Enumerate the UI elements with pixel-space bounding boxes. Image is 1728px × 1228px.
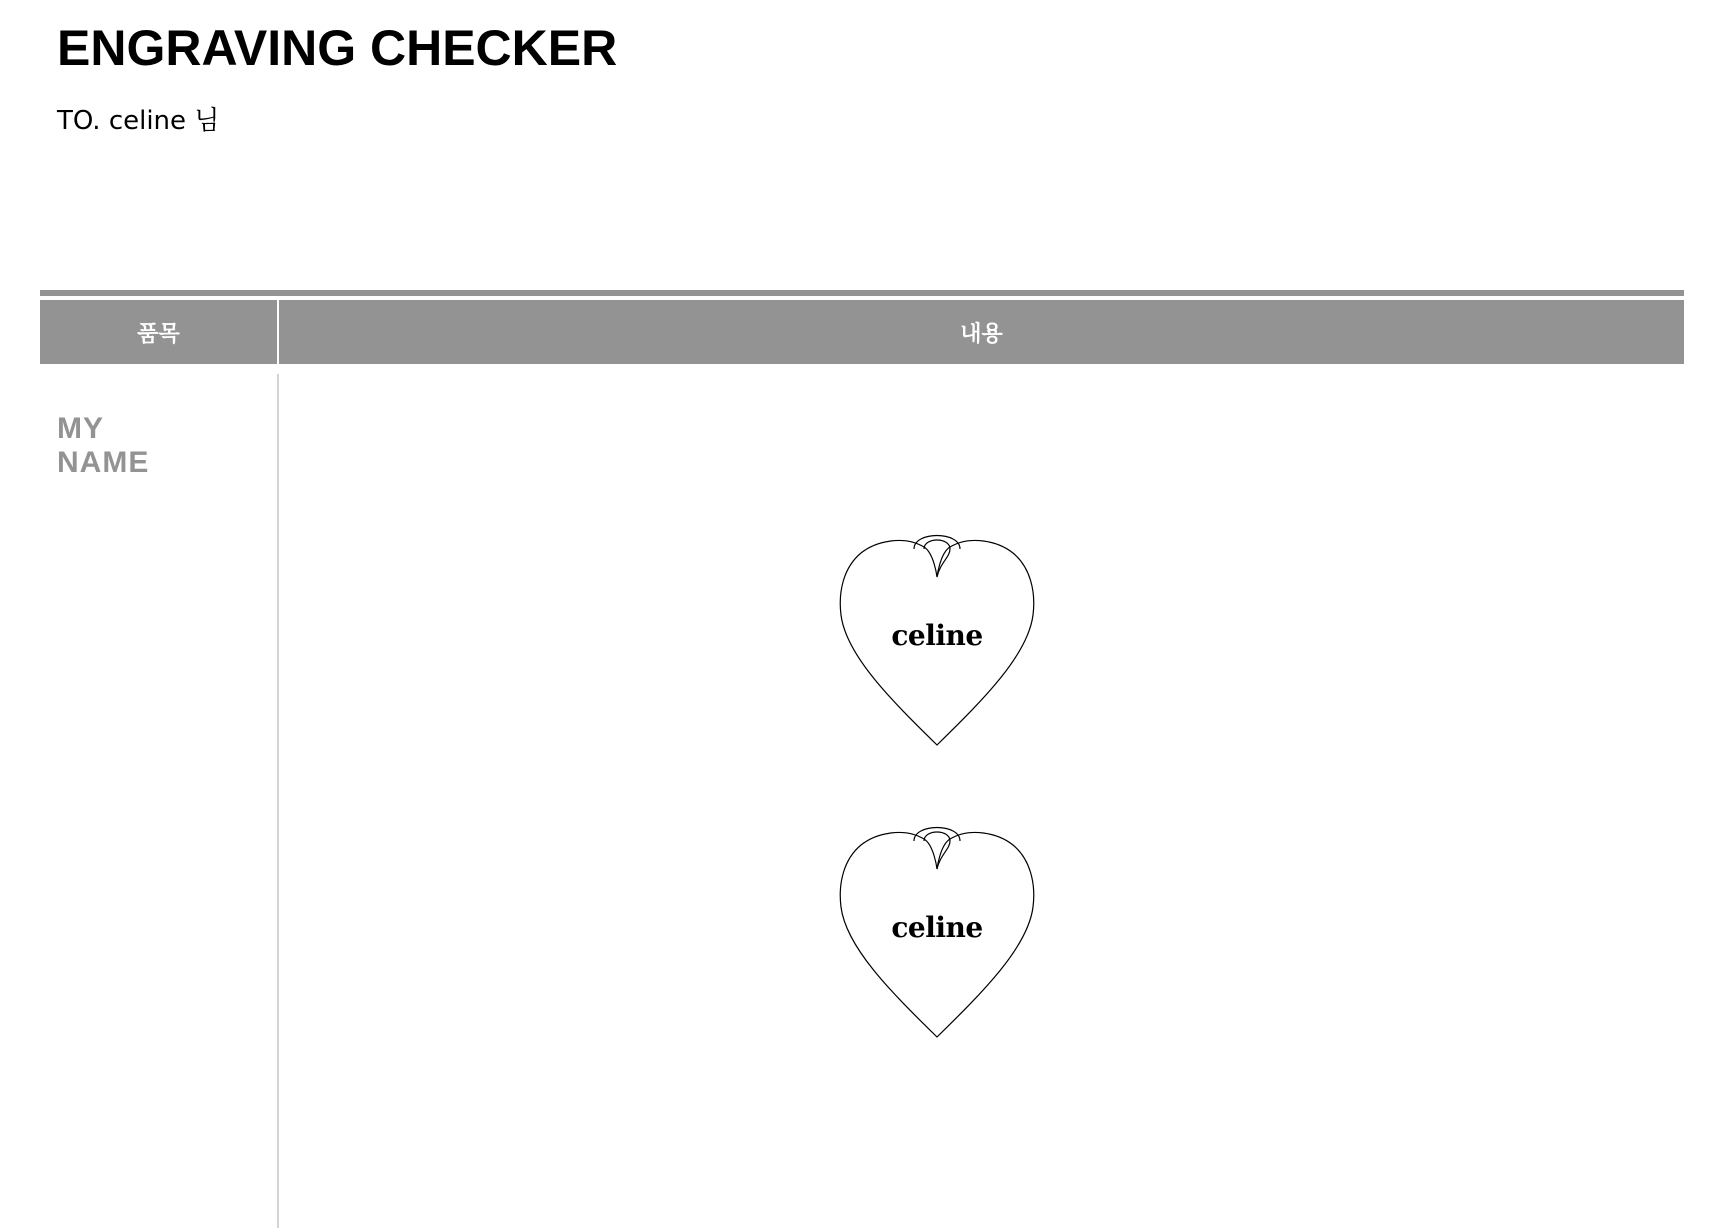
heart-charm-preview-1: [836, 535, 1038, 745]
engraving-text: celine: [891, 911, 983, 944]
column-divider: [277, 374, 279, 1228]
header-item: 품목: [40, 300, 279, 364]
table-top-rule: [40, 290, 1684, 296]
heart-charm-preview-2: [836, 827, 1038, 1037]
engraving-text: celine: [891, 619, 983, 652]
header-content: 내용: [960, 321, 1003, 347]
recipient-line: TO. celine 님: [57, 106, 220, 136]
item-name-line-1: MY: [57, 412, 104, 445]
page-title: ENGRAVING CHECKER: [57, 20, 618, 76]
item-name-line-2: NAME: [57, 446, 150, 479]
item-name: [57, 412, 257, 480]
table-header: [40, 300, 1684, 364]
